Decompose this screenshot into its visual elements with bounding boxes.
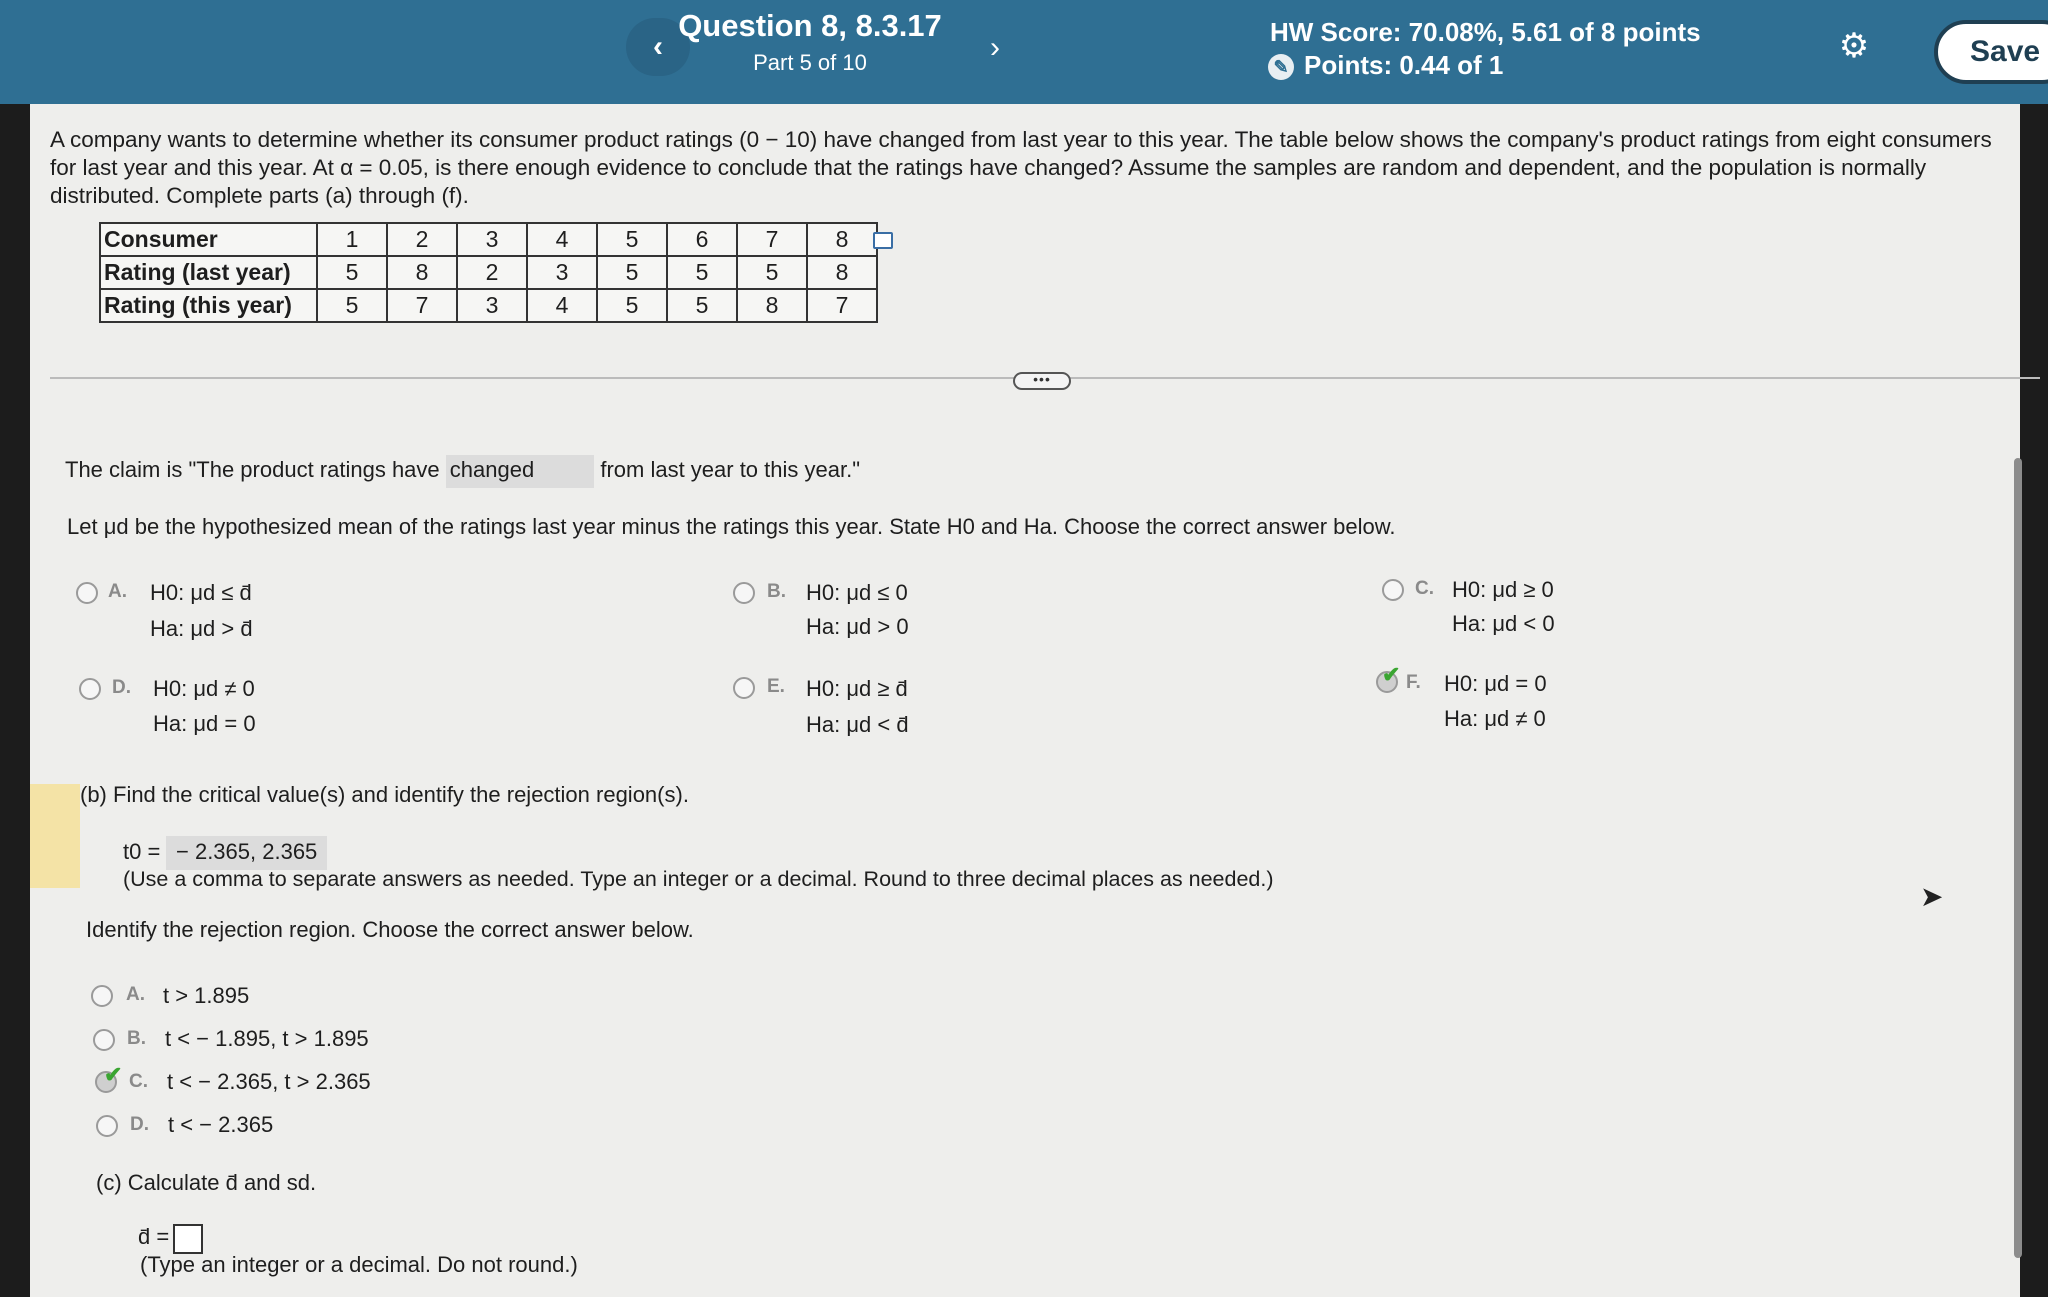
ha-statement: Ha: μd < d̄ xyxy=(806,712,909,737)
radio-button[interactable] xyxy=(76,582,98,604)
problem-line-2: for last year and this year. At α = 0.05, is there enough evidence to conclude that the ratings have changed? Assume the samples are random and dependent, and the population is normally xyxy=(50,155,1927,180)
chevron-left-icon: ‹ xyxy=(653,30,663,63)
points-row xyxy=(1268,50,1503,81)
radio-button[interactable] xyxy=(1382,579,1404,601)
option-letter: C. xyxy=(129,1071,148,1092)
table-cell: 5 xyxy=(597,256,667,289)
h0-statement: H0: μd ≤ 0 xyxy=(806,580,908,605)
table-cell: 4 xyxy=(527,223,597,256)
ha-statement: Ha: μd ≠ 0 xyxy=(1444,706,1546,731)
problem-statement xyxy=(50,126,2040,210)
claim-answer[interactable]: changed xyxy=(446,455,594,488)
ha-statement: Ha: μd < 0 xyxy=(1452,611,1555,636)
h0-statement: H0: μd ≥ d̄ xyxy=(806,676,908,701)
option-text: t < − 2.365 xyxy=(168,1112,274,1137)
table-cell: 3 xyxy=(457,223,527,256)
current-part-indicator xyxy=(30,784,80,888)
table-cell: 8 xyxy=(387,256,457,289)
t0-label: t0 = xyxy=(123,839,161,864)
vertical-scrollbar[interactable] xyxy=(2014,458,2022,1258)
radio-button[interactable] xyxy=(733,582,755,604)
hw-score: HW Score: 70.08%, 5.61 of 8 points xyxy=(1270,17,1701,47)
table-cell: 5 xyxy=(317,256,387,289)
option-letter: A. xyxy=(108,581,127,602)
table-cell: 2 xyxy=(457,256,527,289)
table-cell: 5 xyxy=(737,256,807,289)
table-cell: 5 xyxy=(667,256,737,289)
claim-suffix: from last year to this year." xyxy=(600,457,861,482)
h0-statement: H0: μd ≠ 0 xyxy=(153,676,255,701)
table-row xyxy=(100,223,877,256)
option-letter: E. xyxy=(767,676,785,697)
table-cell: 7 xyxy=(737,223,807,256)
problem-line-3: distributed. Complete parts (a) through (f). xyxy=(50,183,469,208)
ha-statement: Ha: μd > d̄ xyxy=(150,616,253,641)
save-button[interactable]: Save xyxy=(1934,20,2048,84)
next-question-button[interactable] xyxy=(975,28,1015,68)
part-c-prompt: (c) Calculate d̄ and sd. xyxy=(96,1170,317,1195)
table-cell: 5 xyxy=(597,223,667,256)
table-row xyxy=(100,289,877,322)
radio-button[interactable] xyxy=(96,1115,118,1137)
table-header: Rating (this year) xyxy=(100,289,317,322)
option-letter: F. xyxy=(1406,672,1421,693)
table-cell: 3 xyxy=(457,289,527,322)
chevron-right-icon: › xyxy=(990,31,1000,64)
claim-row xyxy=(65,457,860,483)
question-title: Question 8, 8.3.17 xyxy=(678,8,942,43)
top-bar xyxy=(0,0,2048,104)
ha-statement: Ha: μd = 0 xyxy=(153,711,256,736)
option-letter: B. xyxy=(127,1028,146,1049)
question-part: Part 5 of 10 xyxy=(753,50,867,75)
table-cell: 5 xyxy=(317,289,387,322)
table-cell: 2 xyxy=(387,223,457,256)
option-text: t < − 1.895, t > 1.895 xyxy=(165,1026,369,1051)
table-header: Rating (last year) xyxy=(100,256,317,289)
copy-table-icon[interactable] xyxy=(873,232,893,249)
ha-statement: Ha: μd > 0 xyxy=(806,614,909,639)
correct-check-icon: ✔ xyxy=(1382,662,1401,687)
divider xyxy=(1070,377,2040,379)
points-text: Points: 0.44 of 1 xyxy=(1304,50,1504,80)
partial-credit-icon: ✎ xyxy=(1268,54,1294,80)
part-b-instruction: (Use a comma to separate answers as needed. Type an integer or a decimal. Round to three decimal places as needed.) xyxy=(123,867,1274,891)
problem-line-1: A company wants to determine whether its consumer product ratings (0 − 10) have changed from last year to this year. The table below shows the company's product ratings from eight consumers xyxy=(50,127,1992,152)
hypothesis-prompt: Let μd be the hypothesized mean of the ratings last year minus the ratings this year. State H0 and Ha. Choose the correct answer below. xyxy=(67,514,1396,539)
correct-check-icon: ✔ xyxy=(104,1062,123,1087)
table-row xyxy=(100,256,877,289)
radio-button[interactable] xyxy=(93,1029,115,1051)
divider xyxy=(50,377,1015,379)
h0-statement: H0: μd ≤ d̄ xyxy=(150,580,252,605)
part-b-prompt: (b) Find the critical value(s) and identify the rejection region(s). xyxy=(80,782,689,807)
option-text: t < − 2.365, t > 2.365 xyxy=(167,1069,371,1094)
option-text: t > 1.895 xyxy=(163,983,250,1008)
table-cell: 5 xyxy=(667,289,737,322)
option-letter: D. xyxy=(130,1114,149,1135)
radio-button[interactable] xyxy=(733,677,755,699)
claim-prefix: The claim is "The product ratings have xyxy=(65,457,440,482)
table-header: Consumer xyxy=(100,223,317,256)
region-prompt: Identify the rejection region. Choose the correct answer below. xyxy=(86,917,694,942)
part-c-instruction: (Type an integer or a decimal. Do not round.) xyxy=(140,1252,578,1277)
radio-button[interactable] xyxy=(91,985,113,1007)
option-letter: A. xyxy=(126,984,145,1005)
table-cell: 5 xyxy=(597,289,667,322)
table-cell: 8 xyxy=(737,289,807,322)
t0-answer-field[interactable]: − 2.365, 2.365 xyxy=(166,836,327,870)
expand-handle[interactable]: ••• xyxy=(1013,372,1071,390)
table-cell: 6 xyxy=(667,223,737,256)
ratings-table xyxy=(99,222,878,323)
question-content xyxy=(30,104,2020,1297)
option-letter: D. xyxy=(112,677,131,698)
table-cell: 4 xyxy=(527,289,597,322)
option-letter: B. xyxy=(767,581,786,602)
table-cell: 7 xyxy=(807,289,877,322)
dbar-label: d̄ = xyxy=(138,1224,170,1249)
table-cell: 8 xyxy=(807,223,877,256)
h0-statement: H0: μd = 0 xyxy=(1444,671,1547,696)
h0-statement: H0: μd ≥ 0 xyxy=(1452,577,1554,602)
gear-icon[interactable]: ⚙ xyxy=(1838,27,1870,65)
option-letter: C. xyxy=(1415,578,1434,599)
table-cell: 3 xyxy=(527,256,597,289)
table-cell: 7 xyxy=(387,289,457,322)
radio-button[interactable] xyxy=(79,678,101,700)
table-cell: 1 xyxy=(317,223,387,256)
table-cell: 8 xyxy=(807,256,877,289)
mouse-pointer-icon: ➤ xyxy=(1920,881,1944,912)
dbar-input[interactable] xyxy=(173,1224,203,1254)
